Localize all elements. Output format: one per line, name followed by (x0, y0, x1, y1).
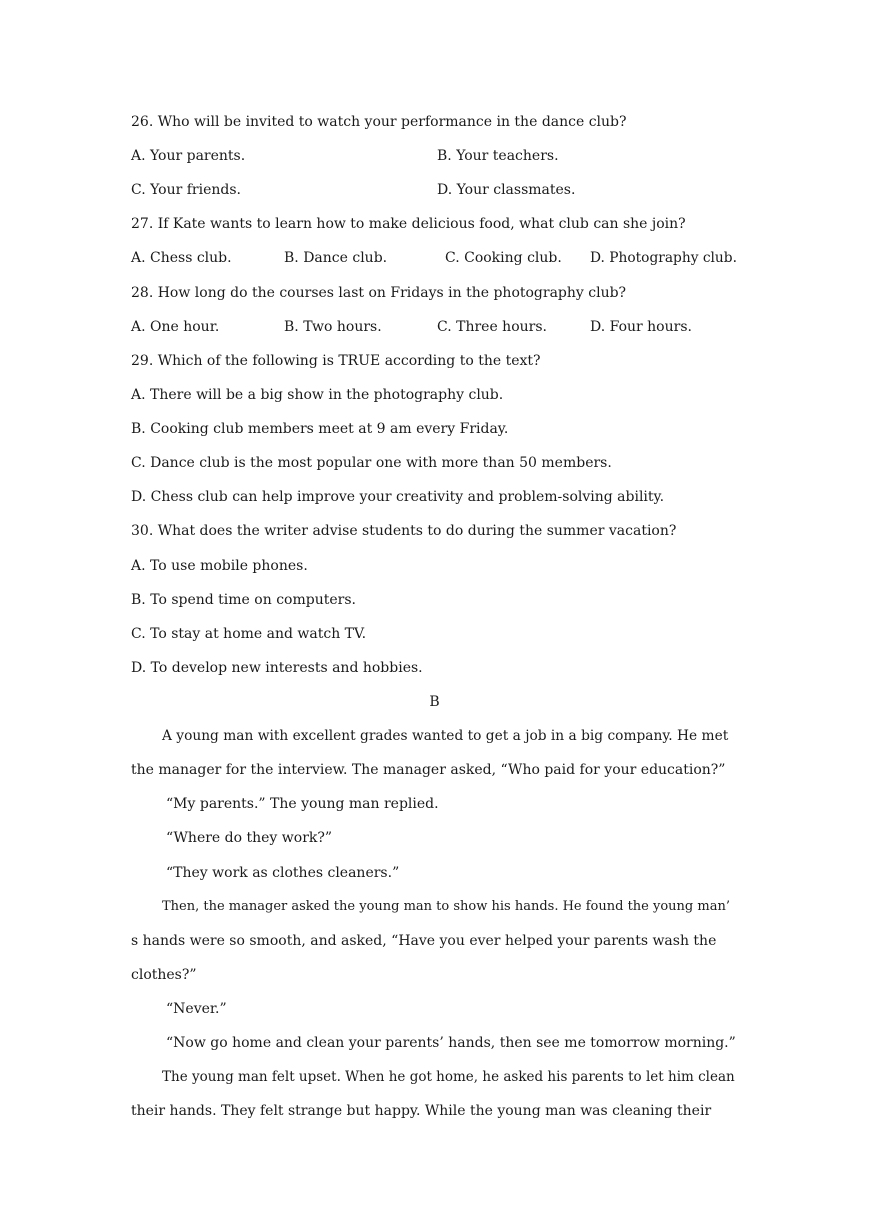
question-29-option-b: B. Cooking club members meet at 9 am every Friday. (131, 421, 509, 437)
passage-line: A young man with excellent grades wanted to get a job in a big company. He met (162, 728, 729, 744)
passage-line: “Now go home and clean your parents’ hands, then see me tomorrow morning.” (166, 1035, 736, 1051)
passage-line: The young man felt upset. When he got home, he asked his parents to let him clean (162, 1069, 735, 1085)
question-29-option-a: A. There will be a big show in the photography club. (131, 387, 504, 403)
question-29-option-d: D. Chess club can help improve your creativity and problem-solving ability. (131, 489, 665, 505)
passage-line: “Where do they work?” (166, 830, 333, 846)
question-26-option-c: C. Your friends. (131, 182, 241, 198)
question-29-option-c: C. Dance club is the most popular one with more than 50 members. (131, 455, 612, 471)
question-27-option-b: B. Dance club. (284, 250, 388, 266)
passage-line: “Never.” (166, 1001, 227, 1017)
question-30-option-b: B. To spend time on computers. (131, 592, 356, 608)
section-label: B (429, 694, 440, 710)
question-30-option-d: D. To develop new interests and hobbies. (131, 660, 423, 676)
question-28-stem: 28. How long do the courses last on Fridays in the photography club? (131, 285, 627, 301)
passage-line: the manager for the interview. The manager asked, “Who paid for your education?” (131, 762, 726, 778)
question-28-option-d: D. Four hours. (590, 319, 692, 335)
passage-line: clothes?” (131, 967, 197, 983)
passage-line: s hands were so smooth, and asked, “Have you ever helped your parents wash the (131, 933, 717, 949)
passage-line: “They work as clothes cleaners.” (166, 865, 400, 881)
question-30-option-c: C. To stay at home and watch TV. (131, 626, 367, 642)
question-26-option-d: D. Your classmates. (437, 182, 576, 198)
question-28-option-c: C. Three hours. (437, 319, 547, 335)
question-27-option-c: C. Cooking club. (445, 250, 562, 266)
question-26-stem: 26. Who will be invited to watch your performance in the dance club? (131, 114, 627, 130)
passage-line: “My parents.” The young man replied. (166, 796, 439, 812)
passage-line: Then, the manager asked the young man to show his hands. He found the young man’ (162, 899, 730, 914)
question-28-option-a: A. One hour. (131, 319, 220, 335)
question-28-option-b: B. Two hours. (284, 319, 382, 335)
question-26-option-b: B. Your teachers. (437, 148, 559, 164)
question-26-option-a: A. Your parents. (131, 148, 246, 164)
question-27-option-a: A. Chess club. (131, 250, 232, 266)
question-30-stem: 30. What does the writer advise students to do during the summer vacation? (131, 523, 677, 539)
question-27-option-d: D. Photography club. (590, 250, 737, 266)
question-27-stem: 27. If Kate wants to learn how to make delicious food, what club can she join? (131, 216, 686, 232)
passage-line: their hands. They felt strange but happy. While the young man was cleaning their (131, 1103, 712, 1119)
question-29-stem: 29. Which of the following is TRUE according to the text? (131, 353, 541, 369)
question-30-option-a: A. To use mobile phones. (131, 558, 308, 574)
